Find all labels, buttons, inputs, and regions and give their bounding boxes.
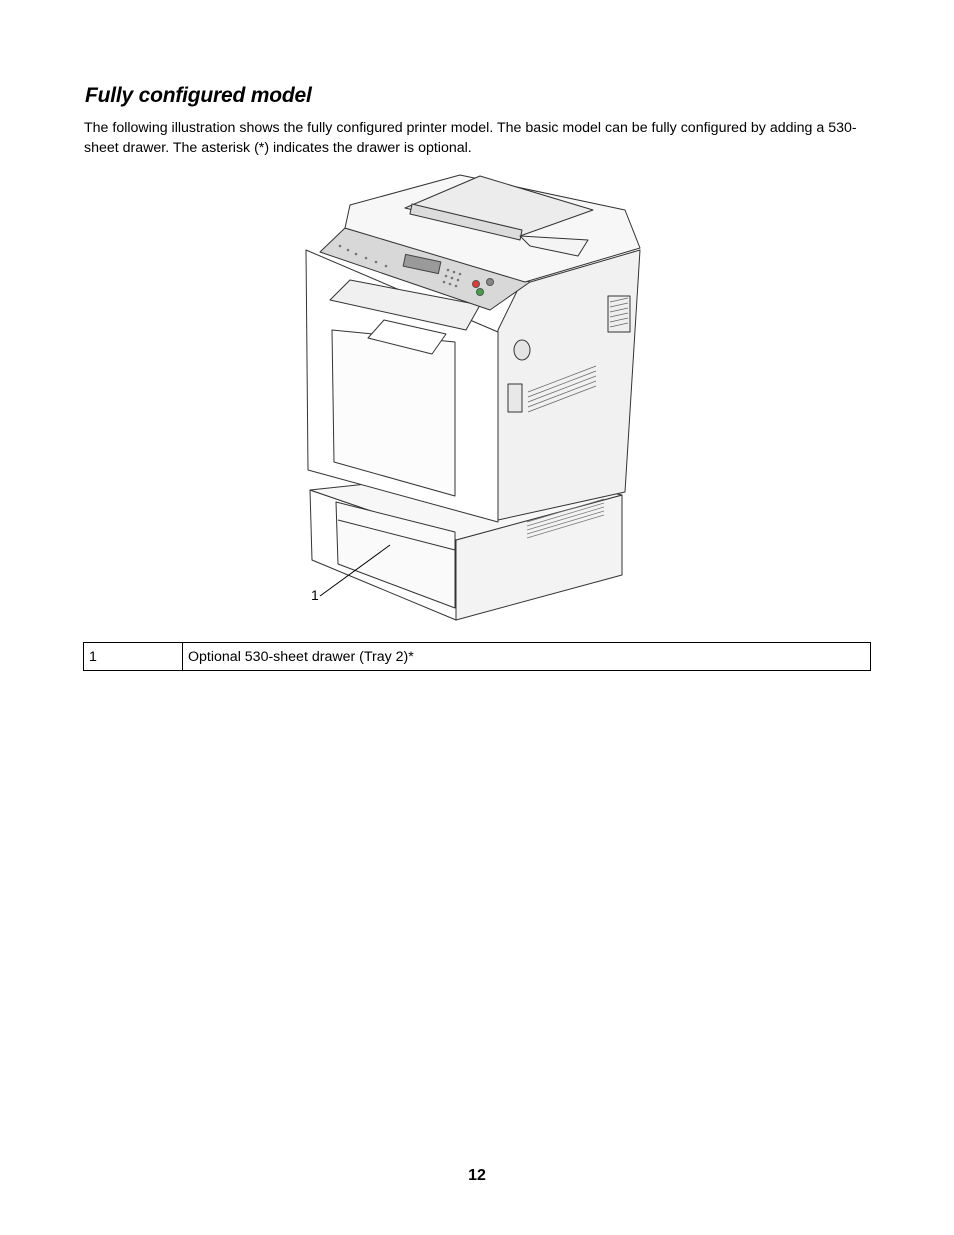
table-row [84, 643, 871, 671]
printer-drawing-icon [300, 168, 660, 628]
printer-illustration [300, 168, 660, 628]
legend-number-cell: 1 [84, 643, 183, 671]
intro-paragraph: The following illustration shows the fully configured printer model. The basic model can be fully configured by adding a 530-sheet drawer. The asterisk (*) indicates the drawer is optional. [84, 120, 857, 156]
page-number: 12 [468, 1167, 486, 1184]
page-heading: Fully configured model [85, 84, 312, 107]
callout-number: 1 [311, 587, 319, 603]
legend-description-cell: Optional 530-sheet drawer (Tray 2)* [183, 643, 871, 671]
legend-table [83, 642, 871, 671]
